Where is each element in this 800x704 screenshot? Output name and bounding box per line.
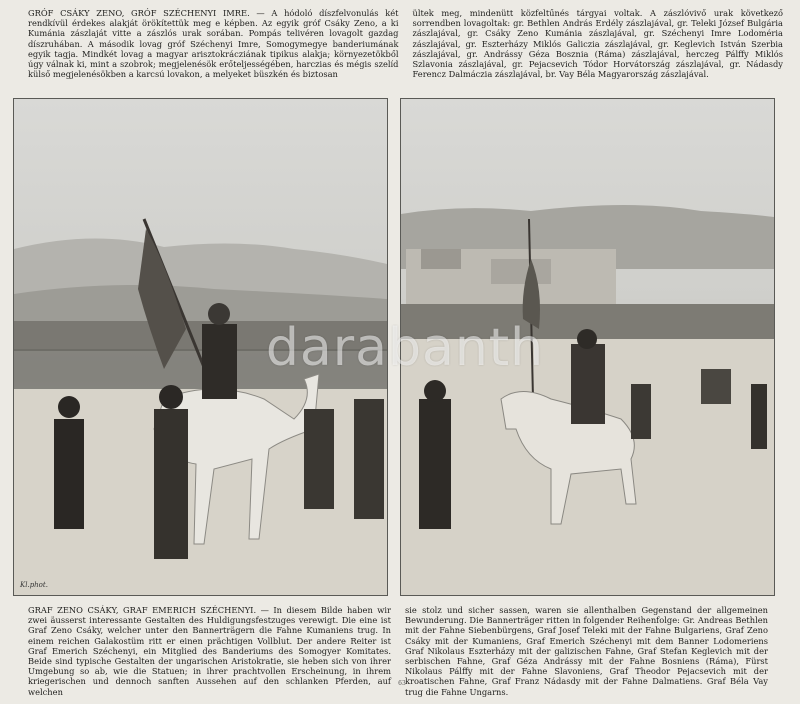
photo-right	[400, 98, 775, 596]
caption-hungarian-left: GRÓF CSÁKY ZENO, GRÓF SZÉCHENYI IMRE. — A hódoló díszfelvonulás két rendkívül érdekes alakját örökítettük meg e képben. Az egyik gróf Csáky Zeno, a ki Kumánia zászlaját vitte a zászlós urak sorában. Pompás telivéren lovagolt gazdag díszruhában. A második lovag gróf Széchenyi Imre, Somogymegye banderiumának egyik tagja. Mindkét lovag a magyar arisztokrácziának tipikus alakja; környezetökből úgy válnak ki, mint a szobrok; megjelenésök erőteljességében, harczias és mégis szelíd külső megjelenésökben a karcsú lovakon, a melyeket büszkén és biztosan	[28, 8, 399, 80]
watermark: darabanth	[265, 318, 545, 378]
photo-left	[13, 98, 388, 596]
caption-hungarian	[28, 8, 783, 79]
photo-right-image	[401, 99, 774, 595]
caption-german-right: sie stolz und sicher sassen, waren sie allenthalben Gegenstand der allgemeinen Bewunderung. Die Bannerträger ritten in folgender Reihenfolge: Gr. Andreas Bethlen mit der Fahne Siebenbürgens, Graf Josef Teleki mit der Fahne Bulgariens, Graf Zeno Csáky mit der Kumaniens, Graf Emerich Széchenyi mit dem Banner Lodomeriens Graf Nikolaus Eszterházy mit der galizischen Fahne, Graf Stefan Keglevich mit der serbischen Fahne, Graf Géza Andrássy mit der Fahne Bosniens (Ráma), Fürst Nikolaus Pálffy mit der Fahne Slavoniens, Graf Theodor Pejacsevich mit der kroatischen Fahne, Graf Franz Nádasdy mit der Fahne Dalmatiens. Graf Béla Vay trug die Fahne Ungarns.	[405, 605, 768, 697]
photo-left-image	[14, 99, 387, 595]
photographer-signature: Kl.phot.	[20, 581, 48, 589]
caption-hungarian-right: ültek meg, mindenütt közfeltűnés tárgyai voltak. A zászlóvivő urak következő sorrendben lovagoltak: gr. Bethlen András Erdély zászlajával, gr. Teleki József Bulgária zászlajával, gr. Csáky Zeno Kumánia zászlajával, gr. Széchenyi Imre Lodoméria zászlajával, gr. Eszterházy Miklós Galiczia zászlajával, gr. Keglevich István Szerbia zászlajával, gr. Andrássy Géza Bosznia (Ráma) zászlajával, herczeg Pálffy Miklós Szlavonia zászlajával, gr. Pejacsevich Tódor Horvátország zászlajával, gr. Nádasdy Ferencz Dalmáczia zászlajával, br. Vay Béla Magyarország zászlajával.	[412, 8, 783, 80]
page-number: 63	[398, 680, 406, 687]
caption-german-left: GRAF ZENO CSÁKY, GRAF EMERICH SZÉCHENYI. — In diesem Bilde haben wir zwei äusserst interessante Gestalten des Huldigungsfestzuges verewigt. Die eine ist Graf Zeno Csáky, welcher unter den Bannerträgern die Fahne Kumaniens trug. In einem reichen Galakostüm ritt er einen prächtigen Vollblut. Der andere Reiter ist Graf Emerich Széchenyi, ein Mitglied des Banderiums des Somogyer Komitates. Beide sind typische Gestalten der ungarischen Aristokratie, sie heben sich von ihrer Umgebung so ab, wie die Statuen; in ihrer prachtvollen Erscheinung, in ihrem kriegerischen und dennoch sanften Aussehen auf den schlanken Pferden, auf welchen	[28, 605, 391, 697]
